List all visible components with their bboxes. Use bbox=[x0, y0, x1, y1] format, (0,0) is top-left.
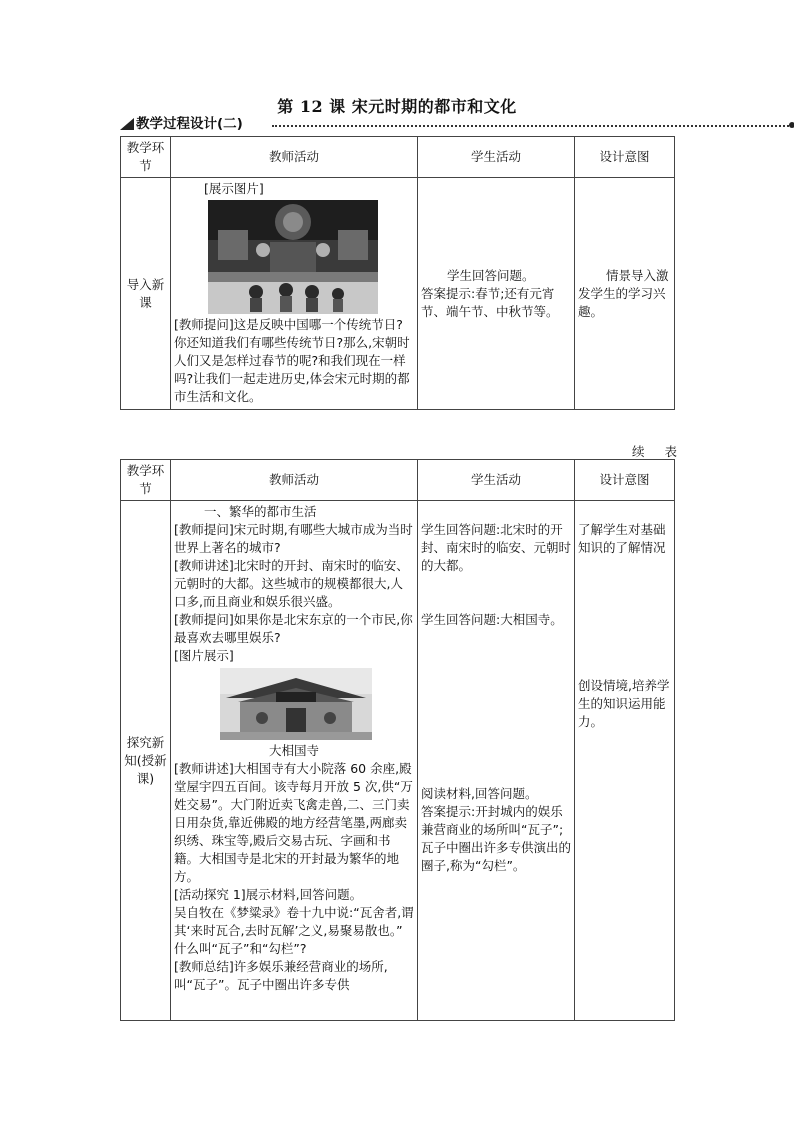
table-header-row bbox=[121, 460, 675, 501]
header-student: 学生活动 bbox=[418, 137, 575, 178]
student-answer-hint: 答案提示:春节;还有元宵节、端午节、中秋节等。 bbox=[421, 285, 559, 319]
student-answer-4: 答案提示:开封城内的娱乐兼营商业的场所叫“瓦子”;瓦子中圈出许多专供演出的圈子,称为“勾栏”。 bbox=[421, 804, 572, 873]
lesson-table-2 bbox=[120, 459, 675, 1021]
triangle-icon bbox=[120, 118, 134, 130]
continue-label: 续 表 bbox=[632, 444, 685, 459]
teacher-question: [教师提问]这是反映中国哪一个传统节日?你还知道我们有哪些传统节日?那么,宋朝时人们又是怎样过春节的呢?和我们现在一样吗?让我们一起走进历史,体会宋元时期的都市生活和文化。 bbox=[174, 317, 410, 404]
table-row bbox=[121, 501, 675, 1021]
student-answer-line: 学生回答问题。 bbox=[447, 267, 535, 283]
teacher-summary: [教师总结]许多娱乐兼经营商业的场所,叫“瓦子”。瓦子中圈出许多专供 bbox=[174, 959, 388, 992]
show-picture-label: [展示图片] bbox=[204, 181, 264, 196]
intent-text-2: 创设情境,培养学生的知识运用能力。 bbox=[578, 678, 670, 729]
spring-festival-picture bbox=[208, 200, 378, 314]
section-header bbox=[120, 116, 794, 136]
teacher-cell bbox=[171, 178, 418, 410]
header-teacher: 教师活动 bbox=[171, 460, 418, 501]
show-picture-label: [图片展示] bbox=[174, 648, 234, 663]
section-heading: 一、繁华的都市生活 bbox=[204, 504, 317, 519]
section-header-label: 教学过程设计(二) bbox=[136, 116, 243, 132]
student-cell bbox=[418, 178, 575, 410]
picture-caption: 大相国寺 bbox=[268, 743, 319, 758]
lesson-title: 第 12 课 宋元时期的都市和文化 bbox=[277, 97, 517, 116]
end-dot-icon bbox=[789, 122, 794, 128]
intent-cell bbox=[575, 501, 675, 1021]
dotted-rule bbox=[272, 125, 789, 127]
lesson-table-1 bbox=[120, 136, 675, 410]
teacher-question-3: 什么叫“瓦子”和“勾栏”? bbox=[174, 941, 307, 956]
student-cell bbox=[418, 501, 575, 1021]
student-answer-3: 阅读材料,回答问题。 bbox=[421, 786, 538, 801]
table-row bbox=[121, 178, 675, 410]
stage-cell: 探究新知(授新课) bbox=[121, 501, 171, 1021]
teacher-cell bbox=[171, 501, 418, 1021]
teacher-narration-2: [教师讲述]大相国寺有大小院落 60 余座,殿堂屋宇四五百间。该寺每月开放 5 次,供“万姓交易”。大门附近卖飞禽走兽,二、三门卖日用杂货,靠近佛殿的地方经营笔墨,两廊卖织绣、珠宝等,殿后交易古玩、字画和书籍。大相国寺是北宋的开封最为繁华的地方。 bbox=[174, 761, 413, 884]
header-stage: 教学环节 bbox=[121, 137, 171, 178]
teacher-question-2: [教师提问]如果你是北宋东京的一个市民,你最喜欢去哪里娱乐? bbox=[174, 612, 413, 645]
activity-label: [活动探究 1]展示材料,回答问题。 bbox=[174, 887, 363, 902]
header-intent: 设计意图 bbox=[575, 137, 675, 178]
student-answer-1: 学生回答问题:北宋时的开封、南宋时的临安、元朝时的大都。 bbox=[421, 522, 572, 573]
xiangguo-temple-picture bbox=[220, 668, 372, 740]
student-answer-2: 学生回答问题:大相国寺。 bbox=[421, 612, 563, 627]
teacher-question-1: [教师提问]宋元时期,有哪些大城市成为当时世界上著名的城市? bbox=[174, 522, 413, 555]
teacher-narration-1: [教师讲述]北宋时的开封、南宋时的临安、元朝时的大都。这些城市的规模都很大,人口多,而且商业和娱乐很兴盛。 bbox=[174, 558, 409, 609]
intent-cell bbox=[575, 178, 675, 410]
header-intent: 设计意图 bbox=[575, 460, 675, 501]
stage-cell: 导入新课 bbox=[121, 178, 171, 410]
header-stage: 教学环节 bbox=[121, 460, 171, 501]
header-student: 学生活动 bbox=[418, 460, 575, 501]
intent-text-1: 了解学生对基础知识的了解情况 bbox=[578, 522, 666, 555]
quote-text: 吴自牧在《梦粱录》卷十九中说:“瓦舍者,谓其‘来时瓦合,去时瓦解’之义,易聚易散也。” bbox=[174, 905, 414, 938]
intent-text: 情景导入激发学生的学习兴趣。 bbox=[578, 267, 669, 319]
header-teacher: 教师活动 bbox=[171, 137, 418, 178]
table-header-row bbox=[121, 137, 675, 178]
